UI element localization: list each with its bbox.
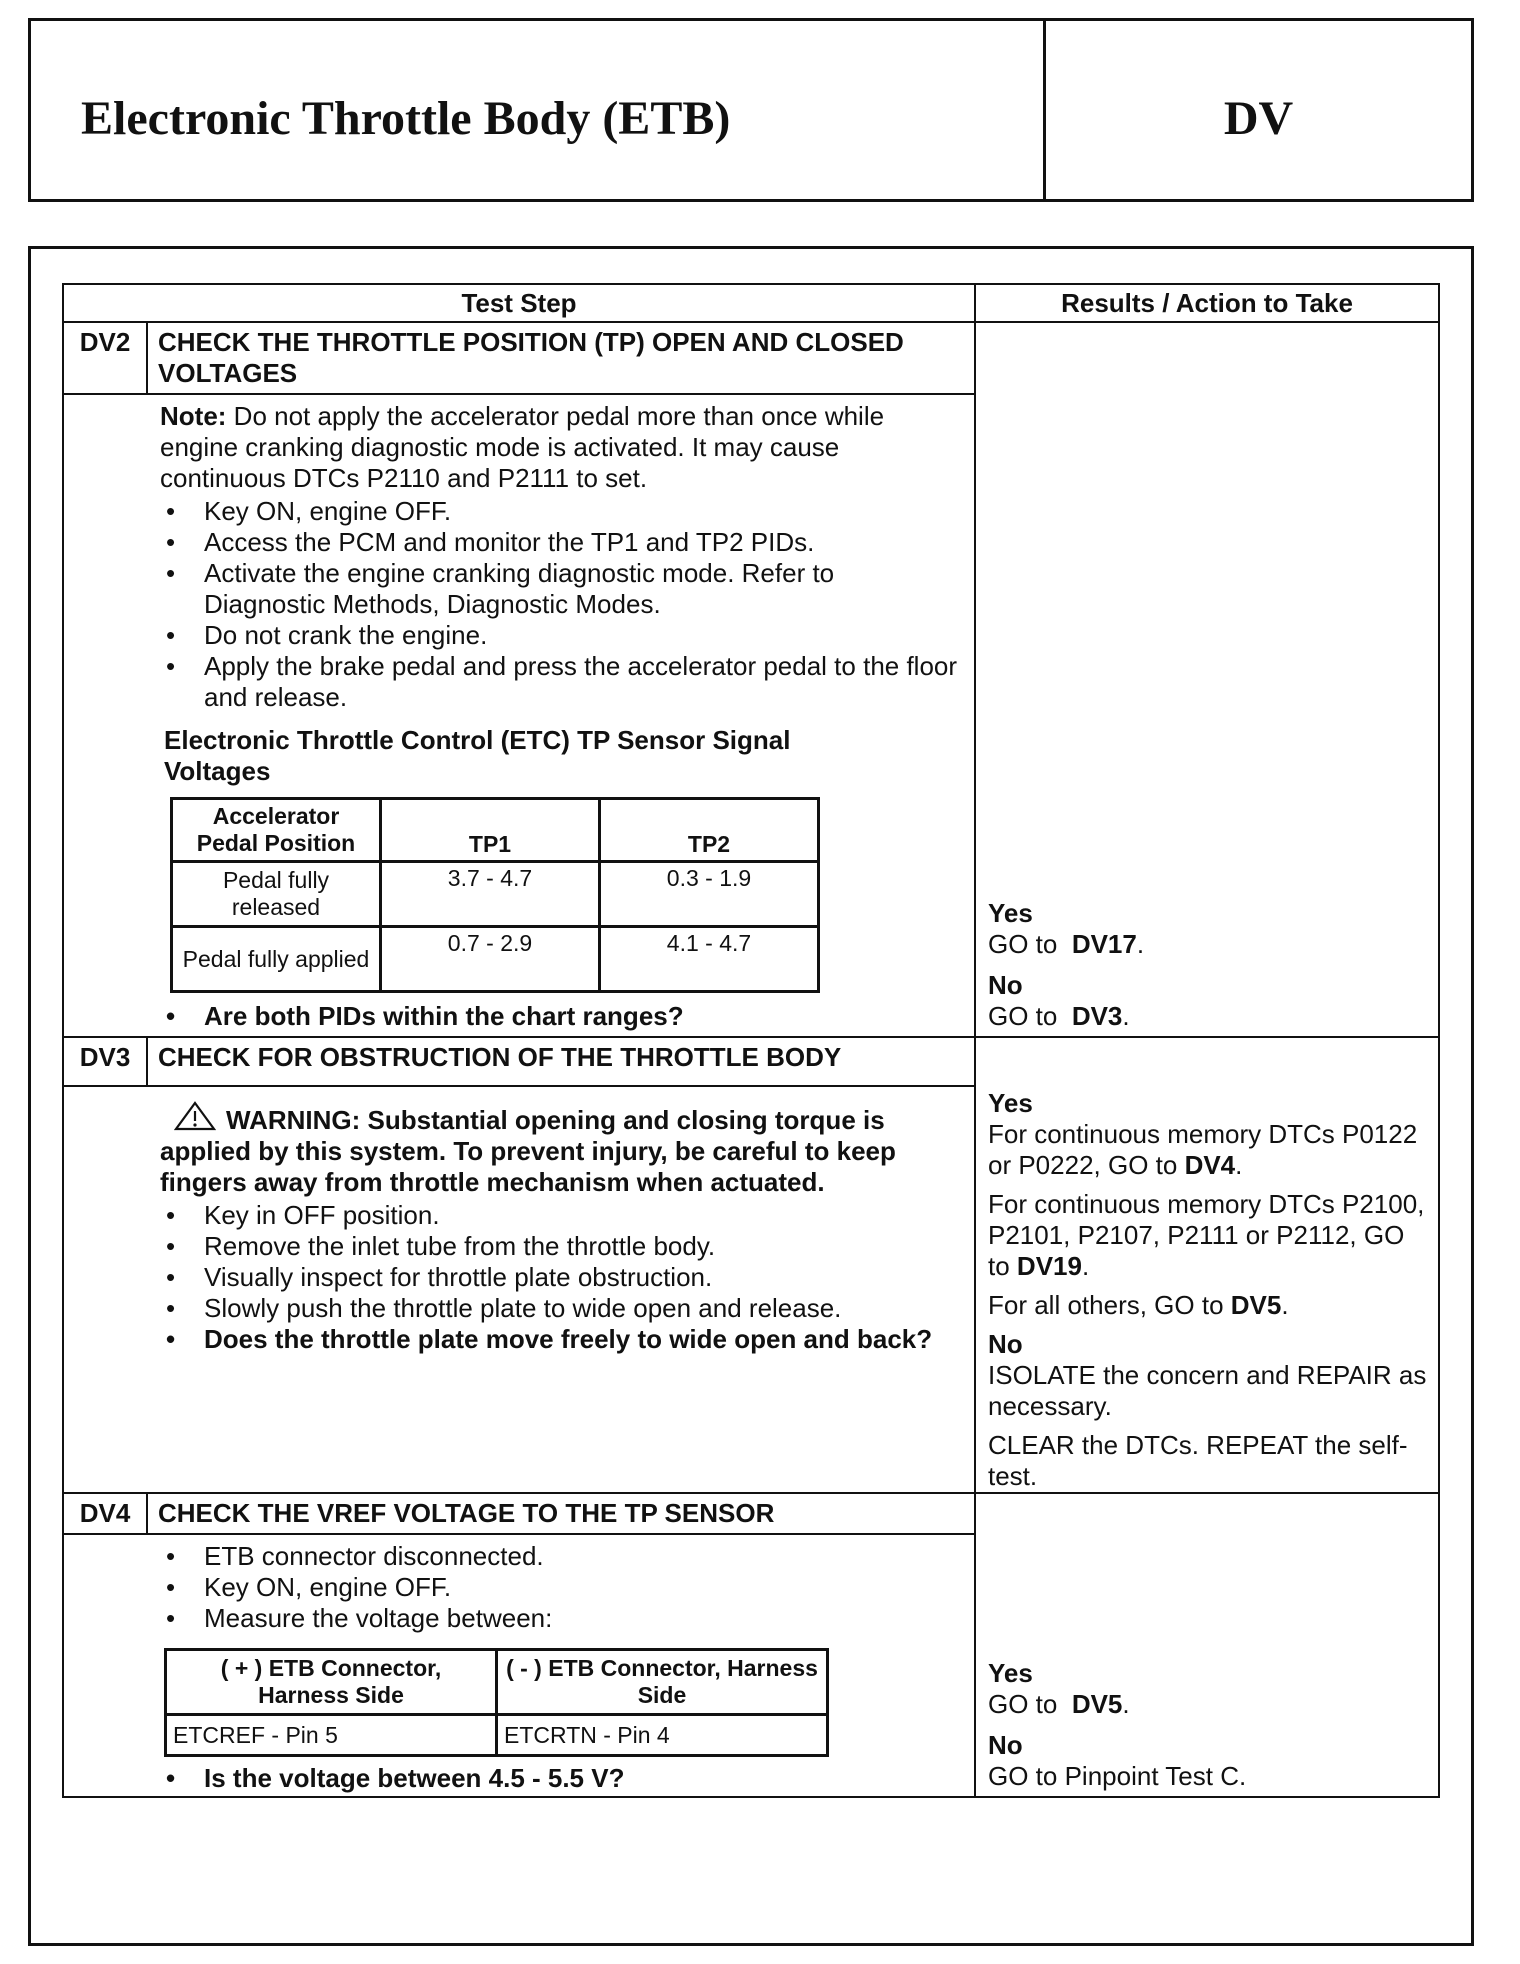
result-text: ISOLATE the concern and REPAIR as necessary. [988,1360,1427,1421]
dv4-yes-label: Yes [988,1658,1033,1688]
dv2-question: • Are both PIDs within the chart ranges? [160,1001,960,1032]
dv2-title: CHECK THE THROTTLE POSITION (TP) OPEN AND CLOSED VOLTAGES [147,322,975,394]
punct: . [1281,1290,1289,1320]
dv2-results [975,322,1439,1037]
dv3-steps [160,1200,960,1355]
dv3-no-label: No [988,1329,1023,1359]
dv2-id: DV2 [63,322,147,394]
dv2-title-row [63,322,1439,394]
note-label: Note: [160,401,227,431]
punct: . [1081,1251,1090,1281]
dv2-table-title: Electronic Throttle Control (ETC) TP Sensor Signal Voltages [164,725,791,786]
list-item: • Apply the brake pedal and press the accelerator pedal to the floor and release. [160,651,960,713]
result-text: For continuous memory DTCs P2100, P2101, P2107, P2111 or P2112, GO to [988,1189,1425,1281]
dv2-yes-target: DV17 [1071,929,1137,959]
page-title: Electronic Throttle Body (ETB) [81,92,731,145]
list-item: • Activate the engine cranking diagnostic mode. Refer to Diagnostic Methods, Diagnostic Modes. [160,558,960,620]
dv2-body [63,394,975,1037]
test-step-table [62,283,1440,1798]
tp-voltage-table [170,797,820,993]
table-cell: 0.7 - 2.9 [381,927,600,992]
dv3-results [975,1037,1439,1493]
dv2-no-label: No [988,970,1023,1000]
dv3-yes-target-1: DV4 [1184,1150,1236,1180]
dv4-no-label: No [988,1730,1023,1760]
dv3-id: DV3 [63,1037,147,1086]
table-row [166,1715,828,1756]
list-item: • Access the PCM and monitor the TP1 and TP2 PIDs. [160,527,960,558]
list-item: • Slowly push the throttle plate to wide open and release. [160,1293,960,1324]
warning-icon [174,1101,216,1131]
result-text: For all others, GO to [988,1290,1224,1320]
dv4-question: • Is the voltage between 4.5 - 5.5 V? [160,1763,960,1794]
list-item: • Visually inspect for throttle plate obstruction. [160,1262,960,1293]
punct: . [1136,929,1145,959]
table-row [166,1650,828,1715]
table-header: ( + ) ETB Connector, Harness Side [166,1650,497,1715]
list-item: • ETB connector disconnected. [160,1541,960,1572]
dv3-question: • Does the throttle plate move freely to wide open and back? [160,1324,960,1355]
dv2-yes-label: Yes [988,898,1033,928]
dv3-title: CHECK FOR OBSTRUCTION OF THE THROTTLE BODY [147,1037,975,1086]
dv4-body [63,1534,975,1797]
punct: . [1122,1001,1130,1031]
dv3-yes-target-2: DV19 [1016,1251,1082,1281]
table-cell: ETCREF - Pin 5 [166,1715,497,1756]
dv4-title: CHECK THE VREF VOLTAGE TO THE TP SENSOR [147,1493,975,1534]
dv2-no-action: GO to [988,1001,1058,1031]
table-cell: 0.3 - 1.9 [600,862,819,927]
dv4-results [975,1493,1439,1797]
dv3-warning [160,1101,960,1198]
table-header: ( - ) ETB Connector, Harness Side [497,1650,828,1715]
result-text: GO to Pinpoint Test C. [988,1761,1247,1791]
punct: . [1235,1150,1243,1180]
list-item: • Key ON, engine OFF. [160,1572,960,1603]
dv4-steps [160,1541,960,1634]
result-text: For continuous memory DTCs P0122 or P0222, GO to [988,1119,1418,1180]
dv2-question-list [160,1001,960,1032]
dv3-title-row [63,1037,1439,1086]
list-item: • Measure the voltage between: [160,1603,960,1634]
dv2-yes-action: GO to [988,929,1058,959]
dv2-note [160,401,960,494]
header-box [28,18,1474,202]
list-item: • Remove the inlet tube from the throttle body. [160,1231,960,1262]
table-row [172,799,819,862]
col-test-step: Test Step [63,284,975,322]
table-header: Accelerator Pedal Position [172,799,381,862]
dv3-yes-target-3: DV5 [1230,1290,1282,1320]
note-text: Do not apply the accelerator pedal more than once while engine cranking diagnostic mode is activated. It may cause continuous DTCs P2110 and P2111 to set. [160,401,885,493]
list-item: • Key ON, engine OFF. [160,496,960,527]
col-results: Results / Action to Take [975,284,1439,322]
dv2-steps [160,496,960,713]
dv4-yes-target: DV5 [1071,1689,1123,1719]
result-text: GO to [988,1689,1058,1719]
table-cell: 3.7 - 4.7 [381,862,600,927]
table-header: TP1 [381,799,600,862]
dv4-title-row [63,1493,1439,1534]
section-code: DV [1223,92,1294,145]
dv4-id: DV4 [63,1493,147,1534]
table-header: TP2 [600,799,819,862]
warning-text: WARNING: Substantial opening and closing torque is applied by this system. To prevent injury, be careful to keep fingers away from throttle mechanism when actuated. [160,1105,896,1198]
punct: . [1122,1689,1130,1719]
etb-connector-table [164,1648,829,1757]
table-row [172,927,819,992]
table-cell: Pedal fully released [172,862,381,927]
result-text: CLEAR the DTCs. REPEAT the self-test. [988,1430,1408,1491]
dv2-no-target: DV3 [1071,1001,1123,1031]
dv4-question-list [160,1763,960,1794]
dv3-body [63,1086,975,1493]
dv3-yes-label: Yes [988,1088,1033,1118]
table-row [172,862,819,927]
list-item: • Key in OFF position. [160,1200,960,1231]
table-header-row [63,284,1439,322]
table-cell: ETCRTN - Pin 4 [497,1715,828,1756]
table-cell: 4.1 - 4.7 [600,927,819,992]
list-item: • Do not crank the engine. [160,620,960,651]
table-cell: Pedal fully applied [172,927,381,992]
